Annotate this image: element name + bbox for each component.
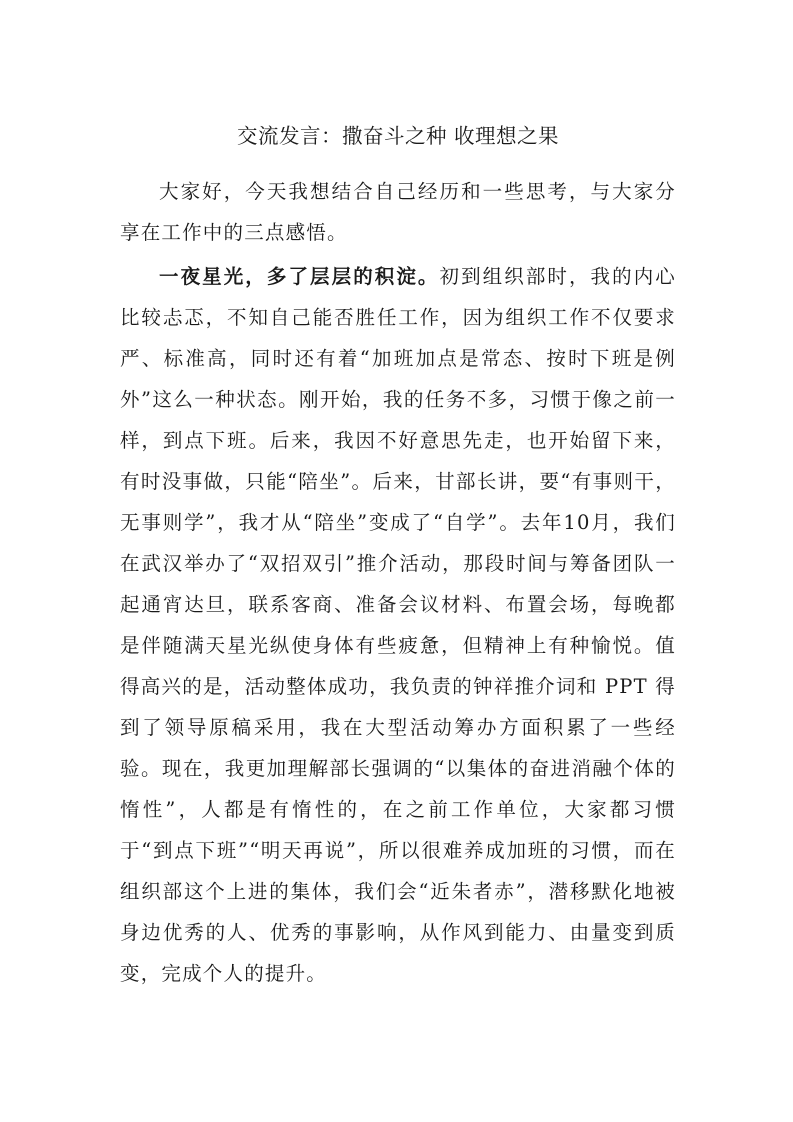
- section-1-paragraph: [120, 256, 676, 994]
- section-1-body: 初到组织部时，我的内心比较忐忑，不知自己能否胜任工作，因为组织工作不仅要求严、标准高，同时还有着“加班加点是常态、按时下班是例外”这么一种状态。刚开始，我的任务不多，习惯于像之前一样，到点下班。后来，我因不好意思先走，也开始留下来，有时没事做，只能“陪坐”。后来，甘部长讲，要“有事则干，无事则学”，我才从“陪坐”变成了“自学”。去年10月，我们在武汉举办了“双招双引”推介活动，那段时间与筹备团队一起通宵达旦，联系客商、准备会议材料、布置会场，每晚都是伴随满天星光纵使身体有些疲惫，但精神上有种愉悦。值得高兴的是，活动整体成功，我负责的钟祥推介词和 PPT 得到了领导原稿采用，我在大型活动筹办方面积累了一些经验。现在，我更加理解部长强调的“以集体的奋进消融个体的惰性”，人都是有惰性的，在之前工作单位，大家都习惯于“到点下班”“明天再说”，所以很难养成加班的习惯，而在组织部这个上进的集体，我们会“近朱者赤”，潜移默化地被身边优秀的人、优秀的事影响，从作风到能力、由量变到质变，完成个人的提升。: [120, 265, 676, 985]
- section-1-heading: 一夜星光，多了层层的积淀。: [159, 265, 440, 288]
- intro-paragraph: 大家好，今天我想结合自己经历和一些思考，与大家分享在工作中的三点感悟。: [120, 180, 676, 244]
- document-title: 交流发言：撒奋斗之种 收理想之果: [236, 124, 559, 148]
